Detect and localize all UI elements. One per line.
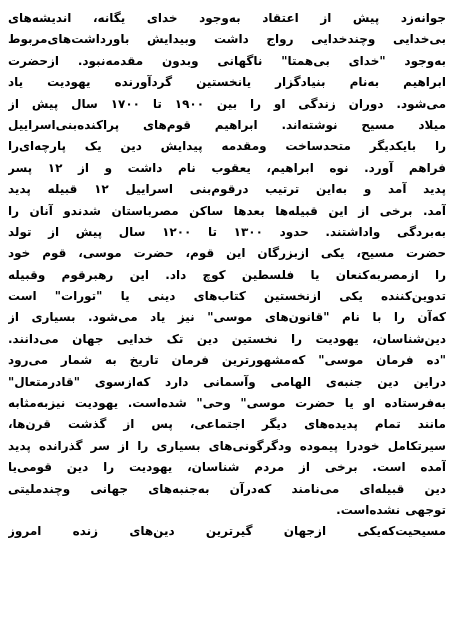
text-line: حضرت مسیح، یکی ازبزرگان این قوم، حضرت موسی، قوم خود <box>8 246 446 261</box>
text-line: ابراهیم به‌نام بنیادگزار یانخستین گرد‌آورنده یهودیت یاد <box>8 75 446 90</box>
text-line: میلاد مسیح نوشته‌اند. ابراهیم قوم‌های پراکنده‌بنی‌اسراییل <box>8 117 446 132</box>
text-line: دراین دین جنبه‌ی الهامی وآسمانی دارد که‌ازسوی "قادرمتعال" <box>8 374 446 389</box>
text-line: آمد. برخی از این قبیله‌ها بعدها ساکن مصرباستان شدند‌و آنان‌ را <box>8 203 446 218</box>
text-line: که‌آن را با نام "قانون‌های موسی" نیز یاد می‌شود. بسیاری از <box>8 310 446 325</box>
text-line: بی‌خدایی وچندخدایی رواج داشت وبیدایش باورداشت‌های‌مربوط <box>8 32 446 47</box>
text-line: آمده است. برخی از مردم شناسان، یهودیت را دین قومی‌یا <box>8 460 446 475</box>
text-line: به‌وجود "خدای بی‌همتا" ناگهانی وبدون مقدمه‌نبود. ازحضرت <box>8 53 446 68</box>
text-line: جوانه‌زد پیش از اعتقاد به‌وجود خدای یگانه، اندیشه‌های <box>8 11 446 25</box>
text-line: را ازمصربه‌کنعان یا فلسطین کوچ داد. این رهبرقوم وقبیله <box>8 267 446 282</box>
text-line: سیرتکامل خودرا پیموده ودگرگونی‌های بسیاری را از سر گذرانده پدید <box>8 438 446 453</box>
text-line: تدوین‌کننده‌ یکی ازنخستین کتاب‌های دینی یا "تورات" است <box>8 289 446 304</box>
text-line: دین قبیله‌ای می‌نامند که‌درآن به‌جنبه‌های جهانی وچندملیتی <box>8 481 446 496</box>
text-line: می‌شود. دوران زندگی او را بین ۱۹۰۰ تا ۱۷۰۰ سال پیش از <box>8 96 446 111</box>
text-line: به‌بردگی واداشتند. حدود ۱۳۰۰ تا ۱۲۰۰ سال پیش‌ از تولد <box>8 224 446 239</box>
text-line: مسیحیت‌که‌یکی ازجهان گیرترین دین‌های زنده‌ امروز <box>8 524 446 539</box>
text-line: "ده فرمان موسی" که‌مشهورترین فرمان تاریخ به شمار می‌رود <box>8 353 446 368</box>
paragraph-end-line: توجهی نشده‌است. <box>336 502 446 517</box>
text-line: به‌فرستاده‌ او یا حضرت موسی" وحی" شده‌است. یهودیت نیز‌به‌مثابه <box>8 396 446 411</box>
text-line: مانند تمام پدیده‌های دیگر اجتماعی، پس از گذشت قرن‌ها، <box>8 417 446 432</box>
text-line: فراهم آورد. نوه‌ ابراهیم، یعقوب نام داشت‌ و از ۱۲ پسر <box>8 160 446 175</box>
text-line: را بایکدیگر متحدساخت ومقدمه‌ پیدایش دین یک پارچه‌ای‌را <box>8 139 446 154</box>
text-line: پدید آمد و به‌این ترتیب درقوم‌بنی اسراییل ۱۲ قبیله پدید <box>8 182 446 197</box>
text-line: دین‌شناسان، یهودیت را نخستین دین تک خدایی جهان می‌دانند. <box>8 331 446 346</box>
